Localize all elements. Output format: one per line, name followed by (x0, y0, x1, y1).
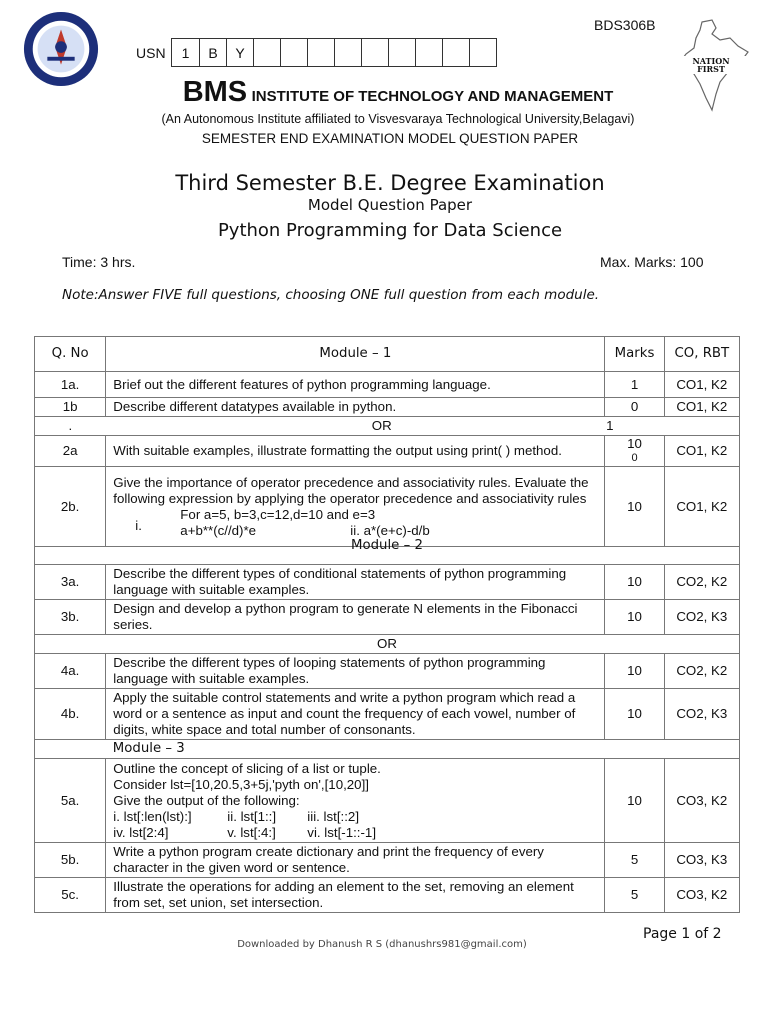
usn-box (469, 39, 496, 66)
header-module-1: Module – 1 (106, 337, 605, 372)
question-text: Apply the suitable control statements and write a python program which read a word or a sentence as input and count the frequency of each vowel, number of digits, white space and total number of consonants. (106, 689, 605, 740)
usn-box (415, 39, 442, 66)
question-marks: 10 0 (605, 436, 664, 467)
question-number: 2a (35, 436, 106, 467)
usn-box (253, 39, 280, 66)
table-row (35, 398, 740, 417)
usn-box (442, 39, 469, 66)
question-number: . (35, 417, 106, 436)
question-co: CO1, K2 (664, 398, 739, 417)
or-row (35, 417, 740, 436)
question-table (34, 336, 740, 913)
table-row (35, 436, 740, 467)
table-row (35, 878, 740, 913)
usn-box: B (199, 39, 226, 66)
question-number: 1b (35, 398, 106, 417)
question-text: Describe the different types of conditional statements of python programming language with suitable examples. (106, 565, 605, 600)
question-marks: 1 (605, 372, 664, 398)
question-marks: 5 (605, 878, 664, 913)
note-label: Note: (62, 287, 99, 303)
question-number: 4a. (35, 654, 106, 689)
table-header-row (35, 337, 740, 372)
module-3-heading: Module – 3 (106, 740, 740, 759)
course-code: BDS306B (594, 17, 656, 33)
question-marks: 0 (605, 398, 664, 417)
max-marks: Max. Marks: 100 (600, 254, 704, 270)
question-text: Outline the concept of slicing of a list or tuple. Consider lst=[10,20.5,3+5j,'pyth on',[10,20]] Give the output of the following: i. lst[:len(lst):] ii. lst[1::] iii. lst[::2] iv. lst[2:4] v. lst[:4:] vi. lst[-1::-1] (106, 759, 605, 843)
question-text: Design and develop a python program to generate N elements in the Fibonacci series. (106, 600, 605, 635)
subject-title: Python Programming for Data Science (217, 220, 563, 241)
download-footer: Downloaded by Dhanush R S (dhanushrs981@gmail.com) (237, 939, 527, 950)
table-row (35, 600, 740, 635)
usn-box (280, 39, 307, 66)
or-text: OR (371, 418, 392, 433)
module-row (35, 547, 740, 565)
question-co: CO3, K2 (664, 759, 739, 843)
question-co: CO3, K2 (664, 878, 739, 913)
question-number: 5c. (35, 878, 106, 913)
question-co: CO1, K2 (664, 372, 739, 398)
affiliation: (An Autonomous Institute affiliated to Visvesvaraya Technological University,Belagavi) (161, 112, 635, 126)
table-row (35, 467, 740, 547)
table-row (35, 759, 740, 843)
exam-time: Time: 3 hrs. (62, 254, 136, 270)
question-co: CO2, K2 (664, 654, 739, 689)
question-co: CO2, K3 (664, 600, 739, 635)
page-number: Page 1 of 2 (643, 926, 722, 942)
question-number: 4b. (35, 689, 106, 740)
degree-title: Third Semester B.E. Degree Examination (175, 171, 605, 195)
or-label: OR (35, 635, 740, 654)
module-2-heading: Module – 2 (351, 538, 423, 553)
paper-type: Model Question Paper (307, 196, 473, 214)
usn-box: Y (226, 39, 253, 66)
table-row (35, 372, 740, 398)
question-marks: 10 (605, 759, 664, 843)
institute-short: BMS (182, 76, 248, 108)
question-marks: 10 (605, 654, 664, 689)
question-number: 5b. (35, 843, 106, 878)
instructions-note (62, 287, 599, 303)
header-qno: Q. No (35, 337, 106, 372)
usn-boxes (171, 38, 497, 67)
or-label (106, 417, 664, 436)
question-co: CO2, K3 (664, 689, 739, 740)
institute-name (0, 76, 768, 109)
question-co: CO2, K2 (664, 565, 739, 600)
question-marks: 10 (605, 689, 664, 740)
question-marks: 10 (605, 600, 664, 635)
usn-label: USN (136, 45, 166, 61)
question-number: 5a. (35, 759, 106, 843)
or-row (35, 635, 740, 654)
question-text: Write a python program create dictionary and print the frequency of every character in the given word or sentence. (106, 843, 605, 878)
question-number: 1a. (35, 372, 106, 398)
header-marks: Marks (605, 337, 664, 372)
table-row (35, 565, 740, 600)
question-text: Brief out the different features of python programming language. (106, 372, 605, 398)
question-marks: 10 (605, 467, 664, 547)
usn-box (388, 39, 415, 66)
question-co: CO3, K3 (664, 843, 739, 878)
header-co-rbt: CO, RBT (664, 337, 739, 372)
question-text: Describe the different types of looping statements of python programming language with suitable examples. (106, 654, 605, 689)
usn-box: 1 (181, 44, 190, 61)
question-text: Give the importance of operator precedence and associativity rules. Evaluate the following expression by applying the operator precedence and associativity rules For a=5, b=3,c=12,d=10 and e=3 i. a+b**(c//d)*e ii. a*(e+c)-d/b (106, 467, 605, 547)
table-row (35, 654, 740, 689)
question-co: CO1, K2 (664, 436, 739, 467)
usn-box (334, 39, 361, 66)
institute-rest: INSTITUTE OF TECHNOLOGY AND MANAGEMENT (251, 88, 614, 105)
question-marks: 5 (605, 843, 664, 878)
note-text: Answer FIVE full questions, choosing ONE full question from each module. (98, 287, 600, 303)
question-text: Describe different datatypes available in python. (106, 398, 605, 417)
svg-text:NATION: NATION (692, 56, 730, 66)
table-row (35, 689, 740, 740)
question-marks: 10 (605, 565, 664, 600)
module-row (35, 740, 740, 759)
usn-box (361, 39, 388, 66)
question-text: Illustrate the operations for adding an element to the set, removing an element from set, set union, set intersection. (106, 878, 605, 913)
question-number: 3a. (35, 565, 106, 600)
question-number: 3b. (35, 600, 106, 635)
table-row (35, 843, 740, 878)
question-number: 2b. (35, 467, 106, 547)
question-marks: 1 (606, 418, 614, 433)
exam-type: SEMESTER END EXAMINATION MODEL QUESTION PAPER (201, 131, 579, 146)
question-text: With suitable examples, illustrate formatting the output using print( ) method. (106, 436, 605, 467)
usn-box (307, 39, 334, 66)
svg-text:FIRST: FIRST (697, 64, 725, 74)
question-co: CO1, K2 (664, 467, 739, 547)
